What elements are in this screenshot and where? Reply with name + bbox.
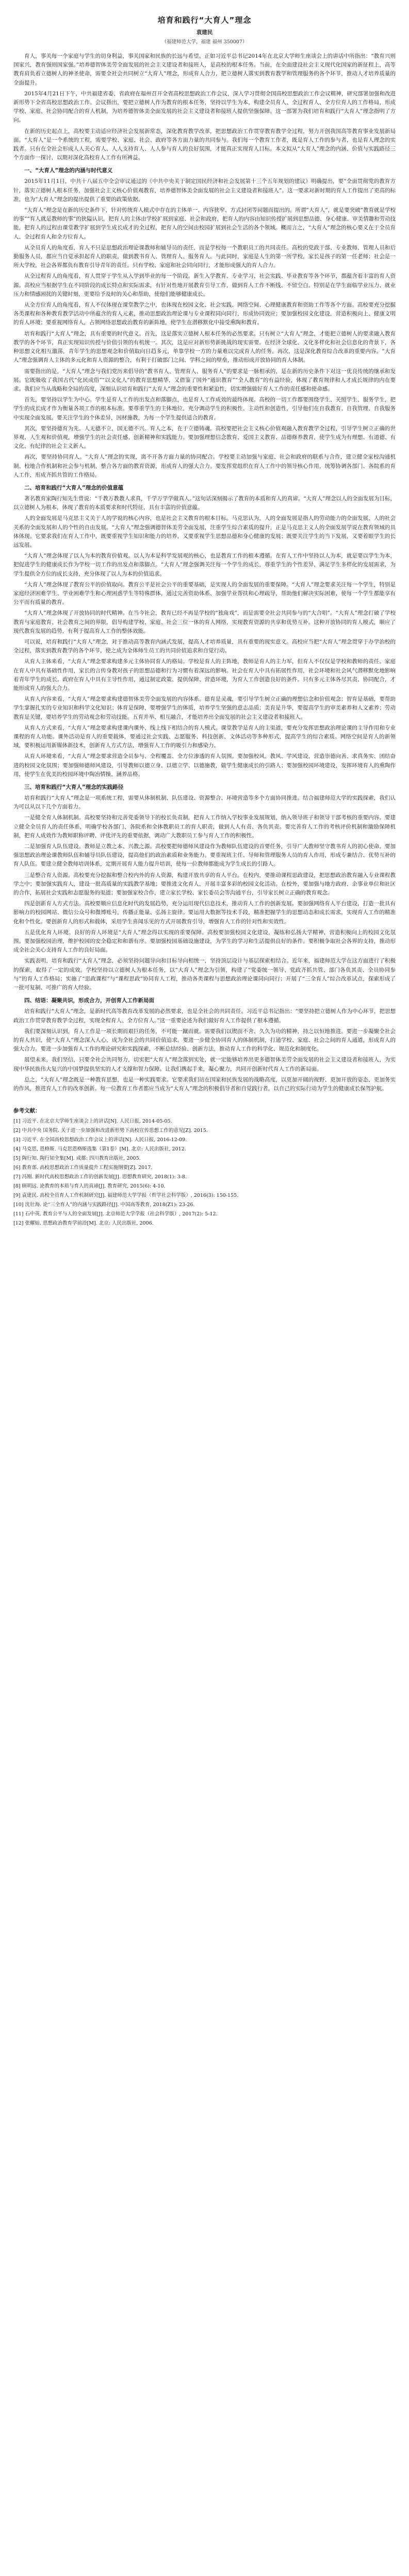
body-paragraph: 四是创新育人方式方法。高校要顺应信息化时代的发展趋势，充分运用现代信息技术，推动育人工作的创新发展。要加强网络育人平台建设，打造一批具有影响力的校园网站、微信公众号和微博账号，传播正能量、弘扬主旋律。要运用大数据等技术手段，精准把握学生的思想动态和成长需求，实现育人工作的精准化和个性化。要创新育人的形式和载体，采用学生喜闻乐见的方式开展教育引导，增强育人工作的针对性和实效性。: [13, 901, 396, 925]
body-paragraph: 从育人环境来看，“大育人”理念要求营造全员参与、全程覆盖、全方位渗透的育人氛围。要加强校风、教风、学风建设，营造崇德向善、求真务实、团结奋进的校园文化氛围；要加强师德师风建设，引导教师以德立身、以德立学、以德施教，做学生健康成长的引路人；要加强校园环境建设，发挥环境育人的熏陶作用，使学生在优美的校园环境中陶冶情操、涵养品格。: [13, 753, 396, 777]
section-heading: 三、培育和践行“大育人”理念的实践路径: [24, 784, 124, 791]
body-paragraph: 首先，要坚持以学生为中心。学生是育人工作的出发点和落脚点，也是育人工作成效的最终体现。高校的一切工作都要围绕学生、关照学生、服务学生，把学生的成长成才作为衡量各项工作的根本标准。要尊重学生的主体地位，充分调动学生的积极性、主动性和创造性，引导他们在自我教育、自我管理、自我服务中实现全面发展。要关注学生的个体差异，因材施教，为每一个学生提供适合的教育。: [13, 397, 396, 421]
body-paragraph: 育人，事关每一个家庭与学生的切身利益，事关国家和民族的长远与希望。正如习近平总书记2014年在北京大学师生座谈会上的讲话中所指出：“教育兴则国家兴，教育强则国家强。”培养德智体美劳全面发展的社会主义建设者和接班人，是高校的根本任务。当前，在全面建设社会主义现代化国家的新征程上，高等教育肩负着立德树人的神圣使命，需要全社会共同树立“大育人”理念，形成育人合力，把立德树人落实到教育教学和管理服务的各个环节，推动人才培养质量的全面提升。: [13, 53, 396, 86]
body-paragraph: 从育人方式来看，“大育人”理念要求构建课内课外、线上线下相结合的育人模式。课堂教学是育人的主渠道，要充分发挥思想政治理论课的主导作用和专业课程的育人功能。课外活动是育人的重要载体，要通过社会实践、志愿服务、科技创新、文体活动等多种形式，提高学生的综合素质。网络空间是育人的新领域，要积极运用新媒体新技术，创新育人方式方法，增强育人工作的吸引力和感染力。: [13, 724, 396, 749]
body-paragraph: 从全方位育人的角度看，育人不仅体现在课堂教学之中，也体现在校园文化、社会实践、网络空间、心理健康教育和资助工作等各个方面。高校要充分挖掘各类课程和各种教育教学活动中所蕴含的育人元素，推动思想政治理论课与专业课程同向同行，形成协同效应；要加强校园文化建设，营造积极向上、健康文明的育人环境；要重视网络育人，占领网络思想政治教育的新阵地，使学生在潜移默化中接受熏陶和教育。: [13, 302, 396, 326]
references: [13, 1107, 396, 1228]
body-paragraph: 人的全面发展是马克思主义关于人的学说的核心内容，也是社会主义教育的根本目标。马克思认为，人的全面发展是指人的劳动能力的全面发展，人的社会关系的全面发展和人的个性的自由发展。“大育人”理念强调德智体美劳全面发展，注重学生综合素质的提升，正是马克思主义人的全面发展学说在教育领域的具体体现。它要求我们在育人工作中，既要重视学生知识和能力的培养，又要重视学生思想品德和身心健康的发展；既要关注学生的当下发展，又要着眼学生的长远发展。: [13, 515, 396, 548]
body-paragraph: 培育和践行“大育人”理念，是新时代高等教育改革发展的必然要求，也是全社会的共同责任。习近平总书记指出：“要坚持把立德树人作为中心环节，把思想政治工作贯穿教育教学全过程，实现全程育人、全方位育人。”这一重要论述为我们做好育人工作提供了根本遵循。: [13, 1008, 396, 1024]
body-paragraph: “大育人”理念体现了开放协同的时代精神。在当今社会，教育已经不再是学校的“独角戏”，而是需要全社会共同参与的“大合唱”。“大育人”理念打破了学校教育与家庭教育、社会教育之间的界限，倡导构建学校、家庭、社会三位一体的育人网络，实现教育资源的共享和优势互补。这种开放协同的育人模式，顺应了现代教育发展的趋势，有利于提高育人工作的整体效能。: [13, 610, 396, 634]
section-4: [13, 996, 396, 1093]
section-heading: 二、培育和践行“大育人”理念的价值意蕴: [24, 484, 124, 491]
body-paragraph: 一是健全育人体制机制。高校要坚持和完善党委领导下的校长负责制，把育人工作纳入学校事业发展规划，纳入领导班子和领导干部考核的重要内容。要建立健全全员育人的责任体系，明确学校各部门、各院系和全体教职员工的育人职责，做到人人有责、各负其责。要完善育人工作的考核评价机制和激励保障机制，把育人成效作为教师职称评聘、评优评先的重要依据，调动广大教职员工参与育人工作的积极性。: [13, 815, 396, 839]
reference-item: [7] 冯刚. 新时代高校思想政治工作的创新发展[J]. 思想教育研究, 2018(1): 3-8.: [13, 1174, 187, 1180]
reference-item: [11] 石中英. 教育公平与人的全面发展[J]. 北京师范大学学报（社会科学版）, 2017(2): 5-12.: [13, 1211, 218, 1217]
body-paragraph: 从全过程育人的角度看，育人贯穿于学生从入学到毕业的每一个阶段。新生入学教育、专业学习、社会实践、毕业教育等各个环节，都蕴含着丰富的育人资源。高校应当根据学生在不同阶段的成长特点和实际需求，有针对性地开展教育引导工作，做到育人工作不断线、不留空白。特别是在学生面临学业压力、就业压力和情感困扰的关键时刻，更要给予及时的关心和帮助，使他们能够健康成长。: [13, 273, 396, 297]
section-heading: 四、结语：凝聚共识，形成合力，开创育人工作新局面: [24, 997, 154, 1004]
references-heading: 参考文献：: [13, 1108, 41, 1114]
reference-item: [5] 陶行知. 陶行知全集[M]. 成都: 四川教育出版社, 2005.: [13, 1156, 141, 1162]
body-paragraph: 再次，要坚持协同育人。“大育人”理念的实现，离不开各方面力量的协同配合。学校要主动加强与家庭、社会和政府的联系与合作，建立健全家校沟通机制、校地合作机制和社会参与机制，整合各方面的教育资源，形成育人的强大合力。要发挥党组织在育人工作中的领导核心作用，统筹协调各部门、各院系的育人工作，形成齐抓共管的工作格局。: [13, 454, 396, 478]
paper-title: 培育和践行“大育人”理念: [157, 15, 252, 25]
paper-affiliation: （福建师范大学，福建 福州 350007）: [161, 39, 248, 45]
body-paragraph: 培育和践行“大育人”理念是一项系统工程，需要从体制机制、队伍建设、资源整合、环境营造等多个方面协同推进。结合福建师范大学的实践探索，我们认为可以从以下几个方面着力。: [13, 795, 396, 810]
body-paragraph: 在新的历史起点上，高校要主动适应经济社会发展新常态，深化教育教学改革，把思想政治工作贯穿教育教学全过程，努力开创我国高等教育事业发展新局面。“大育人”是一个系统的工程，需要学校、家庭、社会、政府等各方面力量的共同参与。我们每一个教育工作者，既是育人工作的参与者，也是育人理念的实践者。只有在全社会形成人人关心育人、人人支持育人、人人参与育人的良好氛围，才能真正实现育人目标。本文拟从“大育人”理念的内涵、价值与实践路径三个方面作一探讨，以期对深化高校育人工作有所裨益。: [13, 128, 396, 161]
body-paragraph: 从全员育人的角度看，育人不只是思想政治理论课教师和辅导员的责任，而是学校每一个教职员工的共同责任。高校的党政干部、专业教师、管理人员和后勤服务人员，都应当自觉承担起育人的职责，做到教书育人、管理育人、服务育人。与此同时，家庭是人生的第一所学校，家长是孩子的第一任老师；社会是一所大学校，社会各界都负有教育引导青年的责任。只有学校、家庭和社会同向同行，才能形成强大的育人合力。: [13, 244, 396, 269]
reference-item: [12] 张耀灿. 思想政治教育学前沿[M]. 北京: 人民出版社, 2006.: [13, 1221, 154, 1227]
reference-item: [3] 习近平. 在全国高校思想政治工作会议上的讲话[N]. 人民日报, 2016-12-09.: [13, 1137, 187, 1143]
reference-item: [1] 习近平. 在北京大学师生座谈会上的讲话[N]. 人民日报, 2014-05-05.: [13, 1118, 172, 1125]
body-paragraph: 五是优化育人环境。良好的育人环境是“大育人”理念得以实现的重要保障。高校要加强校园文化建设，凝练和弘扬大学精神，营造积极向上的校园文化氛围。要加强校园治理，维护校园的安全稳定和和谐有序。要加强校园基础设施建设，为学生的学习和生活提供良好的条件。要积极争取社会各界的支持，推动形成全社会关心支持育人工作的良好局面。: [13, 929, 396, 954]
reference-item: [9] 袁建民. 高校全员育人工作机制研究[J]. 福建师范大学学报（哲学社会科学版）, 2016(3): 150-155.: [13, 1193, 239, 1199]
body-paragraph: 需要指出的是，“大育人”理念与我们党历来倡导的“教书育人、管理育人、服务育人”的要求是一脉相承的，是在新的历史条件下对这一优良传统的继承和发展。它既吸收了我国古代“化民成俗”“以文化人”的教育思想精华，又借鉴了国外“通识教育”“全人教育”的有益经验，体现了教育规律和人才成长规律的内在要求。我们应当从战略和全局的高度，深刻认识培育和践行“大育人”理念的重要性和紧迫性，切实增强做好育人工作的责任感和使命感。: [13, 368, 396, 392]
body-paragraph: 可以说，培育和践行“大育人”理念，对于推动高等教育内涵式发展，提高人才培养质量，具有重要的现实意义。高校应当把“大育人”理念贯穿于办学治校的全过程，落实到教育教学的各个环节，使之成为全体师生员工的共同价值追求和自觉行动。: [13, 638, 396, 654]
reference-item: [10] 沈壮海. 论“三全育人”的内涵与实践路径[J]. 中国高等教育, 2018(Z1): 23-26.: [13, 1202, 195, 1208]
body-paragraph: 总之，“大育人”理念既是一种教育思想，也是一种实践要求。它要求我们站在国家和民族发展的战略高度，以更加开阔的视野、更加开放的姿态、更加务实的作风，推进育人工作的改革创新。每一位教育工作者都应当成为“大育人”理念的积极倡导者和自觉践行者，以自己的实际行动为学生的健康成长保驾护航。: [13, 1076, 396, 1092]
reference-item: [2] 中共中央 国务院. 关于进一步加强和改进新形势下高校宣传思想工作的意见[Z]. 2015.: [13, 1128, 208, 1134]
body-paragraph: 2015年4月21日下午，中共福建省委、省政府在福州召开全省高校思想政治工作会议，深入学习贯彻全国高校思想政治工作会议精神，研究部署加强和改进新形势下全省高校思想政治工作。会议指出，要把立德树人作为教育的根本任务，坚持以学生为本，构建全员育人、全过程育人、全方位育人的工作格局，形成学校、家庭、社会协同配合的育人机制，为培养德智体美全面发展的社会主义建设者和接班人提供坚强保障。这一部署为我们培育和践行“大育人”理念指明了方向。: [13, 90, 396, 124]
body-paragraph: 2015年11月1日，中共十八届五中全会审议通过的《中共中央关于制定国民经济和社会发展第十三个五年规划的建议》明确提出，要“全面贯彻党的教育方针，落实立德树人根本任务，加强社会主义核心价值观教育，培养德智体美全面发展的社会主义建设者和接班人”。这一要求对新时期的育人工作提出了更高的标准，也为“大育人”理念的提出提供了重要的政策依据。: [13, 178, 396, 202]
body-paragraph: 从育人主体来看，“大育人”理念要求构建多元主体协同育人的格局。学校是育人的主阵地，教师是育人的主力军，但育人不仅仅是学校和教师的责任。家庭在育人中具有基础性作用，家长的言传身教对孩子的思想品德和行为习惯有着深远的影响。社会在育人中具有拓展性作用，社会环境和社会风气潜移默化地影响着青年学生的成长。政府在育人中具有主导性作用，通过制定政策、提供保障、营造环境，为育人工作创造良好的条件。只有多元主体各尽其责、协同配合，才能形成育人的强大合力。: [13, 658, 396, 691]
reference-item: [4] 马克思, 恩格斯. 马克思恩格斯选集（第1卷）[M]. 北京: 人民出版社, 2012.: [13, 1146, 186, 1153]
body-paragraph: 我们要深刻认识到，育人工作是一项长期而艰巨的任务，不可能一蹴而就。需要我们以锲而不舍、久久为功的精神，持之以恒地推进。要进一步凝聚全社会的育人共识，使“大育人”理念深入人心，成为全社会的共同价值追求。要进一步健全协同育人的体制机制，打通学校、家庭、社会之间的育人通道，形成育人的强大合力。要进一步加强育人工作的理论研究和实践探索，不断总结经验、创新方法，推动育人工作的科学化、规范化和制度化。: [13, 1028, 396, 1053]
intro-body: [13, 52, 396, 162]
body-paragraph: 其次，要坚持德育为先。人无德不立，国无德不兴。育人之本，在于立德铸魂。高校要把社会主义核心价值观融入教育教学全过程，引导学生树立正确的世界观、人生观和价值观，增强学生的社会责任感、创新精神和实践能力。要加强理想信念教育、爱国主义教育、品德修养教育，使学生成为有理想、有道德、有文化、有纪律的社会主义新人。: [13, 425, 396, 450]
reference-item: [8] 顾明远. 论教育的本质与育人的真谛[J]. 教育研究, 2015(6): 4-10.: [13, 1183, 166, 1190]
body-paragraph: 从育人内容来看，“大育人”理念要求构建德智体美劳全面发展的内容体系。德育是灵魂，要引导学生树立正确的理想信念和价值观念；智育是基础，要帮助学生掌握扎实的专业知识和科学文化知识；体育是保障，要增强学生的体质，培养学生坚强的意志品质；美育是升华，要提高学生的审美素养和人文素养；劳动教育是关键，要培养学生的劳动观念和劳动技能。五育并举、相互融合，才能培养出全面发展的社会主义建设者和接班人。: [13, 696, 396, 720]
body-paragraph: 二是加强育人队伍建设。教师是立教之本、兴教之源。高校要把师德师风建设作为教师队伍建设的首要任务，引导广大教师坚守教书育人的初心使命。要加强思想政治理论课教师队伍和辅导员队伍建设，提高他们的政治素质和业务能力。要重视班主任、导师和管理服务人员的育人作用，形成专兼结合、优势互补的育人队伍。要建立健全教师培训体系，定期开展育人能力提升培训，使每一位教师都能成为学生成长的引路人。: [13, 843, 396, 868]
paper-author: 袁建民: [196, 29, 213, 36]
section-2: [13, 484, 396, 779]
body-paragraph: 展望未来，我们坚信，只要全社会共同努力，切实把“大育人”理念落到实处，就一定能够培养出更多德智体美劳全面发展的社会主义建设者和接班人，为实现中华民族伟大复兴的中国梦提供坚实的人才支撑和智力保障。让我们携起手来，凝心聚力，共同开创新时代育人工作的新局面。: [13, 1057, 396, 1072]
body-paragraph: “大育人”理念体现了教育公平的价值取向。教育公平是社会公平的重要基础，是实现人的全面发展的重要保障。“大育人”理念要求关注每一个学生，特别是家庭经济困难学生、学业困难学生和心理困惑学生等特殊群体，通过完善资助体系、加强学业帮扶和心理疏导，帮助他们解决实际困难，使每一个学生都能享有公平而有质量的教育。: [13, 581, 396, 606]
body-paragraph: 实践表明，培育和践行“大育人”理念，必须坚持问题导向和目标导向相统一，坚持顶层设计与基层探索相结合。近年来，福建师范大学在这方面进行了积极的探索，取得了一定的成效。学校坚持以立德树人为根本任务，以“大育人”理念为引领，构建了“党委统一领导、党政齐抓共管、部门各负其责、全员协同参与”的育人工作格局；实施了“思政课程”与“课程思政”协同育人工程，推动各类课程与思想政治理论课同向同行；开展了“三全育人”综合改革试点，探索形成了一批可复制、可推广的育人经验。: [13, 958, 396, 991]
body-paragraph: “大育人”理念体现了以人为本的教育价值观。以人为本是科学发展观的核心，也是教育工作的根本遵循。在育人工作中坚持以人为本，就是要以学生为本，把促进学生的健康成长作为学校一切工作的出发点和落脚点。“大育人”理念强调关注每一个学生的成长，尊重学生的个性差异，满足学生多样化的发展需求，为学生提供全方位的成长支持，充分体现了以人为本的价值追求。: [13, 553, 396, 577]
section-3: [13, 783, 396, 992]
section-1: [13, 166, 396, 480]
body-paragraph: 著名教育家陶行知先生曾说：“千教万教教人求真，千学万学学做真人。”这句话深刻揭示了教育的本质和育人的真谛。“大育人”理念以人的全面发展为目标，以立德树人为根本，体现了教育的本质要求和时代特征，具有丰富的价值意蕴。: [13, 495, 396, 511]
body-paragraph: 三是整合育人资源。高校要充分挖掘和整合校内外的育人资源，构建开放共享的育人平台。在校内，要推动课程思政建设，把思想政治教育融入专业课程教学之中；要加强实践育人，建设一批高质量的实践教学基地；要推进文化育人，开展丰富多彩的校园文化活动。在校外，要加强与地方政府、企事业单位和社区的合作，拓展社会实践和志愿服务的渠道；要加强家校合作，建立家长学校、家长委员会等沟通平台，引导家长树立正确的教育观念。: [13, 872, 396, 896]
section-heading: 一、“大育人”理念的内涵与时代意义: [24, 167, 113, 174]
body-paragraph: 培育和践行“大育人”理念，具有重要的时代意义。首先，这是落实立德树人根本任务的必然要求。只有树立“大育人”理念，才能把立德树人的要求融入教育教学的各个环节，真正实现知识传授与价值引领的有机统一。其次，这是应对新形势新挑战的现实需要。在经济全球化、文化多样化和社会信息化的背景下，各种思想文化相互激荡，青年学生的思想观念和价值取向日趋多元，单靠学校一方的力量难以完成育人的任务。再次，这是深化教育综合改革的重要内容。“大育人”理念强调育人主体的多元化和育人资源的整合，有利于打破部门之间、学科之间的壁垒，推动形成开放协同的育人体制。: [13, 330, 396, 364]
reference-item: [6] 教育部. 高校思想政治工作质量提升工程实施纲要[Z]. 2017.: [13, 1165, 153, 1171]
body-paragraph: “大育人”理念是在新的历史条件下，针对传统育人模式中存在的主体单一、内容狭窄、方式封闭等问题而提出的。所谓“大育人”，就是要突破“教育就是学校的事”“育人就是教师的事”的狭隘认识，把育人的主体由学校扩展到家庭、社会和政府，把育人的内容由知识传授扩展到思想品德、身心健康、审美情趣和劳动技能，把育人的过程由课堂教学扩展到学生成长成才的全过程，把育人的空间由校园扩展到社会生活的各个领域。概而言之，“大育人”理念的核心要义在于全员育人、全过程育人和全方位育人。: [13, 207, 396, 240]
